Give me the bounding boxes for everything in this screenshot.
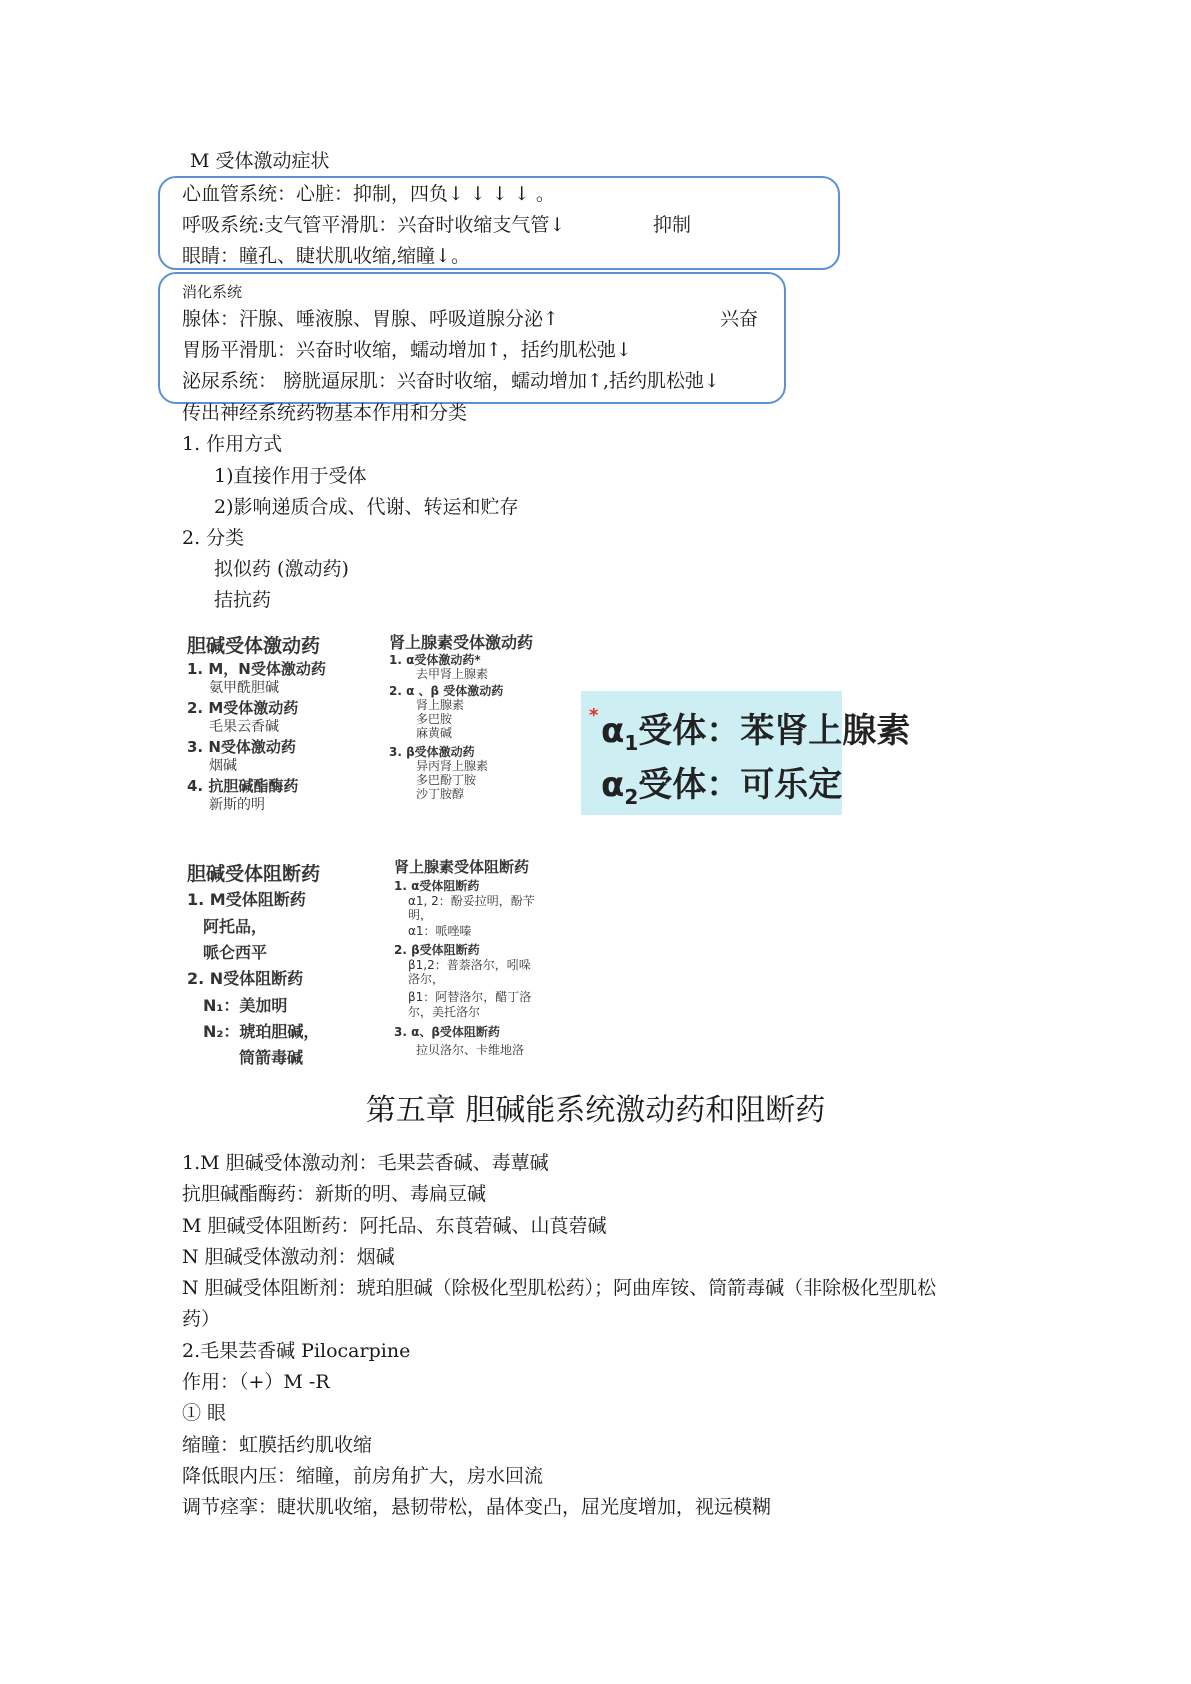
alpha1-line [601, 703, 910, 755]
box1-line-3: 眼睛：瞳孔、睫状肌收缩,缩瞳↓。 [182, 245, 470, 267]
cho-antagonist-line-4: 2. N受体阻断药 [187, 969, 304, 988]
alpha2-subscript: 2 [624, 784, 639, 809]
box1-line-2: 呼吸系统:支气管平滑肌：兴奋时收缩支气管↓ [182, 214, 566, 236]
adr-antagonist-line-8: β1：阿替洛尔，醋丁洛 [408, 990, 532, 1004]
cho-agonist-drug-2: 毛果云香碱 [209, 719, 279, 735]
cho-antagonist-line-2: 阿托品， [203, 917, 268, 936]
cholinergic-antagonist-title: 胆碱受体阻断药 [187, 863, 321, 885]
adr-agonist-drug-2b: 多巴胺 [416, 712, 453, 726]
box2-line-1: 腺体：汗腺、唾液腺、胃腺、呼吸道腺分泌↑ [182, 308, 559, 330]
chapter-line-10: 缩瞳：虹膜括约肌收缩 [182, 1434, 373, 1456]
chapter-line-8: 作用：（+）M -R [182, 1371, 330, 1393]
alpha2-line [601, 757, 842, 809]
alpha1-subscript: 1 [624, 730, 639, 755]
adr-antagonist-line-5: 2. β受体阻断药 [394, 943, 480, 957]
cho-antagonist-line-6: N₂：琥珀胆碱， [203, 1022, 320, 1041]
efferent-l1: 1. 作用方式 [182, 433, 283, 455]
chapter-line-5: N 胆碱受体阻断剂：琥珀胆碱（除极化型肌松药）；阿曲库铵、筒箭毒碱（非除极化型肌松 [182, 1277, 937, 1299]
cho-agonist-item-4: 4. 抗胆碱酯酶药 [187, 777, 299, 795]
adr-antagonist-line-2: α1, 2：酚妥拉明，酚苄 [408, 894, 535, 908]
alpha1-symbol: α [601, 711, 625, 751]
alpha2-symbol: α [601, 765, 625, 805]
chapter-line-11: 降低眼内压：缩瞳，前房角扩大，房水回流 [182, 1465, 544, 1487]
adr-antagonist-line-11: 拉贝洛尔、卡维地洛 [416, 1043, 525, 1057]
alpha-receptor-panel [581, 691, 911, 815]
adr-agonist-drug-3b: 多巴酚丁胺 [416, 773, 477, 787]
alpha1-text: 受体：苯肾上腺素 [638, 711, 911, 751]
box2-excite-label: 兴奋 [720, 308, 759, 330]
chapter-line-3: M 胆碱受体阻断药：阿托品、东莨菪碱、山莨菪碱 [182, 1215, 607, 1237]
cho-agonist-drug-1: 氨甲酰胆碱 [209, 680, 279, 696]
box2-title: 消化系统 [182, 283, 243, 301]
adr-antagonist-line-3: 明， [408, 908, 433, 922]
efferent-l2: 2. 分类 [182, 527, 245, 549]
adr-agonist-drug-2c: 麻黄碱 [416, 726, 453, 740]
chapter-line-4: N 胆碱受体激动剂：烟碱 [182, 1246, 395, 1268]
box2-line-3: 泌尿系统： 膀胱逼尿肌：兴奋时收缩，蠕动增加↑,括约肌松弛↓ [182, 370, 720, 392]
adr-antagonist-line-4: α1：哌唑嗪 [408, 924, 472, 938]
box1-inhibit-label: 抑制 [653, 214, 692, 236]
chapter-line-7: 2.毛果芸香碱 Pilocarpine [182, 1340, 411, 1362]
alpha2-text: 受体：可乐定 [638, 765, 843, 805]
cho-agonist-drug-3: 烟碱 [209, 758, 237, 774]
adr-antagonist-line-1: 1. α受体阻断药 [394, 879, 480, 893]
adr-agonist-drug-3a: 异丙肾上腺素 [416, 759, 489, 773]
cho-antagonist-line-1: 1. M受体阻断药 [187, 890, 306, 909]
chapter-line-12: 调节痉挛：睫状肌收缩，悬韧带松，晶体变凸，屈光度增加，视远模糊 [182, 1496, 772, 1518]
cholinergic-agonist-title: 胆碱受体激动药 [187, 635, 321, 657]
cho-antagonist-line-7: 筒箭毒碱 [239, 1048, 304, 1067]
cho-agonist-item-2: 2. M受体激动药 [187, 699, 299, 717]
chapter-line-6: 药） [182, 1308, 221, 1330]
efferent-l2a: 拟似药 (激动药) [214, 558, 349, 580]
box2-line-2: 胃肠平滑肌：兴奋时收缩，蠕动增加↑，括约肌松弛↓ [182, 339, 632, 361]
efferent-l1b: 2)影响递质合成、代谢、转运和贮存 [214, 496, 519, 518]
adr-antagonist-line-10: 3. α、β受体阻断药 [394, 1025, 500, 1039]
adrenergic-antagonist-title: 肾上腺素受体阻断药 [394, 858, 530, 876]
m-receptor-heading: M 受体激动症状 [190, 150, 330, 172]
chapter-line-1: 1.M 胆碱受体激动剂：毛果芸香碱、毒蕈碱 [182, 1152, 549, 1174]
adr-antagonist-line-7: 洛尔， [408, 972, 445, 986]
adr-agonist-item-3: 3. β受体激动药 [389, 745, 475, 759]
cho-antagonist-line-5: N₁：美加明 [203, 996, 288, 1015]
efferent-heading: 传出神经系统药物基本作用和分类 [182, 402, 468, 424]
adr-antagonist-line-9: 尔，美托洛尔 [408, 1005, 481, 1019]
adr-agonist-item-2: 2. α 、β 受体激动药 [389, 684, 504, 698]
chapter-line-9: ① 眼 [182, 1402, 227, 1424]
box1-line-1: 心血管系统：心脏：抑制，四负↓ ↓ ↓ ↓ 。 [182, 183, 555, 205]
cho-agonist-item-3: 3. N受体激动药 [187, 738, 296, 756]
adr-agonist-drug-3c: 沙丁胺醇 [416, 787, 465, 801]
adr-agonist-item-1: 1. α受体激动药* [389, 653, 481, 667]
adr-agonist-drug-2a: 肾上腺素 [416, 698, 465, 712]
cho-agonist-drug-4: 新斯的明 [209, 797, 265, 813]
cho-agonist-item-1: 1. M，N受体激动药 [187, 660, 326, 678]
adrenergic-agonist-title: 肾上腺素受体激动药 [389, 633, 534, 652]
chapter-line-2: 抗胆碱酯酶药：新斯的明、毒扁豆碱 [182, 1183, 487, 1205]
adr-agonist-drug-1a: 去甲肾上腺素 [416, 667, 489, 681]
cho-antagonist-line-3: 哌仑西平 [203, 943, 268, 962]
efferent-l1a: 1)直接作用于受体 [214, 465, 367, 487]
alpha-star: * [589, 705, 599, 726]
chapter-title: 第五章 胆碱能系统激动药和阻断药 [365, 1093, 826, 1128]
efferent-l2b: 拮抗药 [214, 589, 272, 611]
adr-antagonist-line-6: β1,2：普萘洛尔，吲哚 [408, 958, 531, 972]
